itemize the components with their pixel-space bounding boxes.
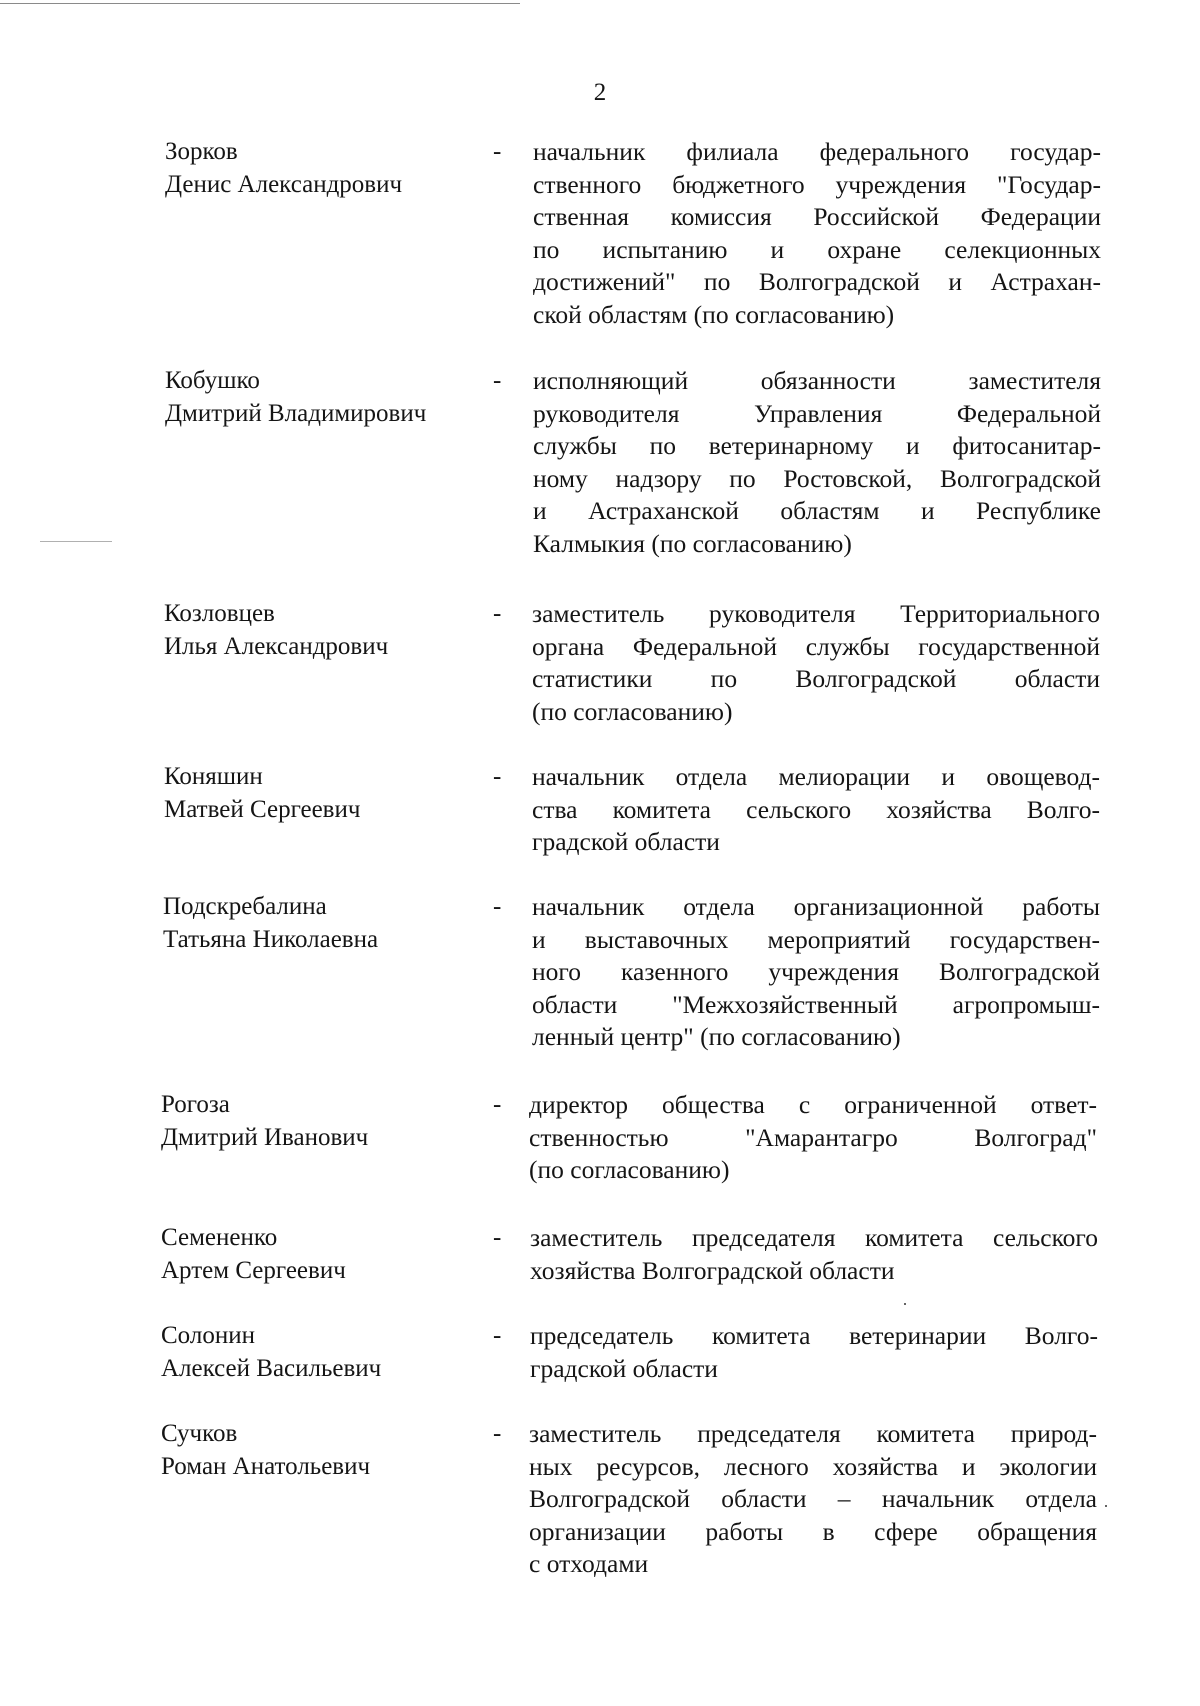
scan-speck xyxy=(1105,1505,1107,1507)
position-line: (по согласованию) xyxy=(529,1155,730,1185)
member-position xyxy=(532,761,1100,859)
position-line: организации работы в сфере обращения xyxy=(529,1516,1097,1546)
separator-dash: - xyxy=(493,1420,502,1447)
position-line: руководителя Управления Федеральной xyxy=(533,398,1101,428)
member-name xyxy=(163,891,493,956)
member-position xyxy=(532,891,1100,1054)
member-given-names: Денис Александрович xyxy=(165,170,403,198)
position-line: начальник филиала федерального государ- xyxy=(533,137,1101,166)
member-position xyxy=(530,1320,1098,1385)
member-name xyxy=(164,761,494,826)
member-name xyxy=(161,1089,491,1154)
position-line: начальник отдела организационной работы xyxy=(532,892,1100,921)
position-line: градской области xyxy=(530,1353,718,1383)
member-name xyxy=(161,1320,491,1385)
position-line: и выставочных мероприятий государствен- xyxy=(532,924,1100,954)
position-line: ственная комиссия Российской Федерации xyxy=(533,202,1101,232)
member-given-names: Матвей Сергеевич xyxy=(164,795,361,823)
separator-dash: - xyxy=(493,367,502,394)
member-position xyxy=(529,1089,1097,1187)
member-name xyxy=(165,365,495,430)
position-line: председатель комитета ветеринарии Волго- xyxy=(530,1321,1098,1350)
position-line: начальник отдела мелиорации и овощевод- xyxy=(532,762,1100,791)
member-given-names: Дмитрий Иванович xyxy=(161,1123,369,1151)
member-position xyxy=(533,365,1101,561)
position-line: и Астраханской областям и Республике xyxy=(533,496,1101,526)
member-name xyxy=(161,1418,491,1483)
position-line: заместитель руководителя Территориального xyxy=(532,599,1100,628)
position-line: (по согласованию) xyxy=(532,696,733,726)
member-surname: Сучков xyxy=(161,1420,238,1447)
position-line: директор общества с ограниченной ответ- xyxy=(529,1090,1097,1119)
member-name xyxy=(164,598,494,663)
separator-dash: - xyxy=(493,1322,502,1349)
position-line: службы по ветеринарному и фитосанитар- xyxy=(533,431,1101,461)
member-surname: Козловцев xyxy=(164,600,275,627)
member-position xyxy=(530,1222,1098,1287)
member-name xyxy=(165,136,495,201)
scan-speck xyxy=(904,1303,906,1305)
separator-dash: - xyxy=(493,138,502,165)
position-line: Волгоградской области – начальник отдела xyxy=(529,1484,1097,1514)
member-position xyxy=(533,136,1101,332)
separator-dash: - xyxy=(493,893,502,920)
scan-edge-line xyxy=(0,3,520,4)
separator-dash: - xyxy=(493,1224,502,1251)
member-given-names: Илья Александрович xyxy=(164,632,389,660)
page-number: 2 xyxy=(593,79,607,106)
position-line: градской области xyxy=(532,827,720,857)
position-line: по испытанию и охране селекционных xyxy=(533,234,1101,264)
member-surname: Коняшин xyxy=(164,763,263,790)
position-line: ства комитета сельского хозяйства Волго- xyxy=(532,794,1100,824)
position-line: достижений" по Волгоградской и Астрахан- xyxy=(533,267,1101,297)
member-surname: Кобушко xyxy=(165,367,260,394)
member-given-names: Роман Анатольевич xyxy=(161,1452,371,1480)
member-name xyxy=(161,1222,491,1287)
member-position xyxy=(529,1418,1097,1581)
position-line: ленный центр" (по согласованию) xyxy=(532,1022,901,1052)
position-line: хозяйства Волгоградской области xyxy=(530,1255,895,1285)
position-line: ственного бюджетного учреждения "Государ- xyxy=(533,169,1101,199)
position-line: Калмыкия (по согласованию) xyxy=(533,528,852,558)
position-line: ственностью "Амарантагро Волгоград" xyxy=(529,1122,1097,1152)
member-surname: Семененко xyxy=(161,1224,278,1251)
position-line: органа Федеральной службы государственной xyxy=(532,631,1100,661)
member-surname: Рогоза xyxy=(161,1091,230,1118)
separator-dash: - xyxy=(493,1091,502,1118)
member-given-names: Дмитрий Владимирович xyxy=(165,399,427,427)
position-line: ному надзору по Ростовской, Волгоградской xyxy=(533,463,1101,493)
position-line: ской областям (по согласованию) xyxy=(533,299,895,329)
separator-dash: - xyxy=(493,763,502,790)
position-line: заместитель председателя комитета сельского xyxy=(530,1223,1098,1252)
position-line: ного казенного учреждения Волгоградской xyxy=(532,957,1100,987)
position-line: области "Межхозяйственный агропромыш- xyxy=(532,989,1100,1019)
member-position xyxy=(532,598,1100,728)
member-given-names: Артем Сергеевич xyxy=(161,1256,346,1284)
member-surname: Зорков xyxy=(165,138,238,165)
position-line: статистики по Волгоградской области xyxy=(532,664,1100,694)
member-given-names: Татьяна Николаевна xyxy=(163,925,379,953)
position-line: заместитель председателя комитета природ- xyxy=(529,1419,1097,1448)
member-given-names: Алексей Васильевич xyxy=(161,1354,382,1382)
member-surname: Подскребалина xyxy=(163,893,327,920)
separator-dash: - xyxy=(493,600,502,627)
position-line: ных ресурсов, лесного хозяйства и экологии xyxy=(529,1451,1097,1481)
position-line: с отходами xyxy=(529,1549,649,1579)
scan-mark xyxy=(40,541,112,542)
position-line: исполняющий обязанности заместителя xyxy=(533,366,1101,395)
member-surname: Солонин xyxy=(161,1322,255,1349)
